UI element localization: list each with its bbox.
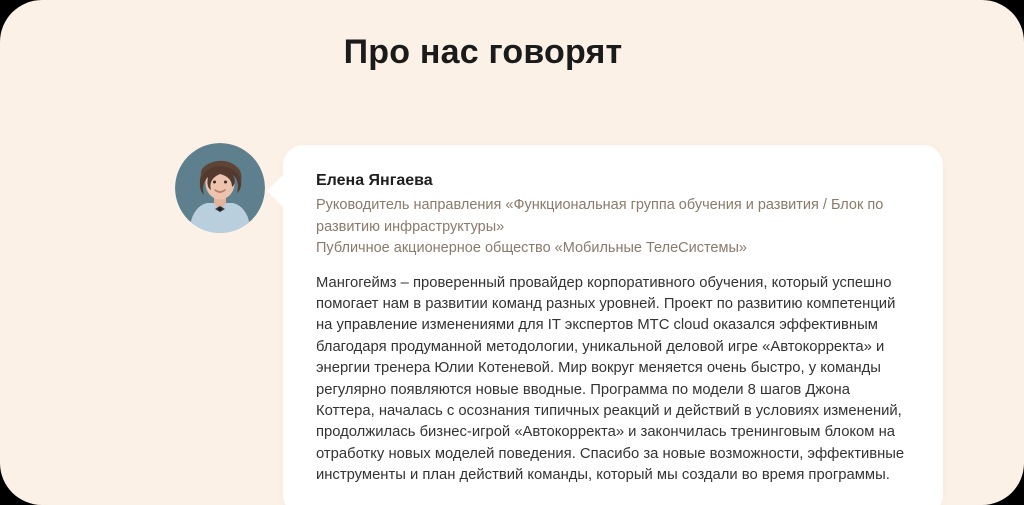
testimonial-text: Мангогеймз – проверенный провайдер корпоративного обучения, который успешно помогает нам в развитии команд разных уровней. Проект по развитию компетенций на управление изменениями для IT экспертов МТС cloud оказался эффективным благодаря продуманной методологии, уникальной деловой игре «Автокорректа» и энергии тренера Юлии Котеневой. Мир вокруг меняется очень быстро, у команды регулярно появляются новые вводные. Программа по модели 8 шагов Джона Коттера, началась с осознания типичных реакций и действий в условиях изменений, продолжилась бизнес-игрой «Автокорректа» и закончилась тренинговым блоком на отработку новых моделей поведения. Спасибо за новые возможности, эффективные инструменты и план действий команды, который мы создали во время программы. <box>316 274 905 484</box>
avatar-portrait-icon <box>175 143 265 233</box>
testimonial-card <box>283 145 943 505</box>
author-name: Елена Янгаева <box>316 172 433 189</box>
author-position: Руководитель направления «Функциональная группа обучения и развития / Блок по развитию инфраструктуры» <box>316 197 884 235</box>
author-company: Публичное акционерное общество «Мобильные ТелеСистемы» <box>316 240 747 256</box>
avatar <box>175 143 265 233</box>
speech-bubble-pointer <box>267 175 283 207</box>
section-title: Про нас говорят <box>343 33 623 71</box>
